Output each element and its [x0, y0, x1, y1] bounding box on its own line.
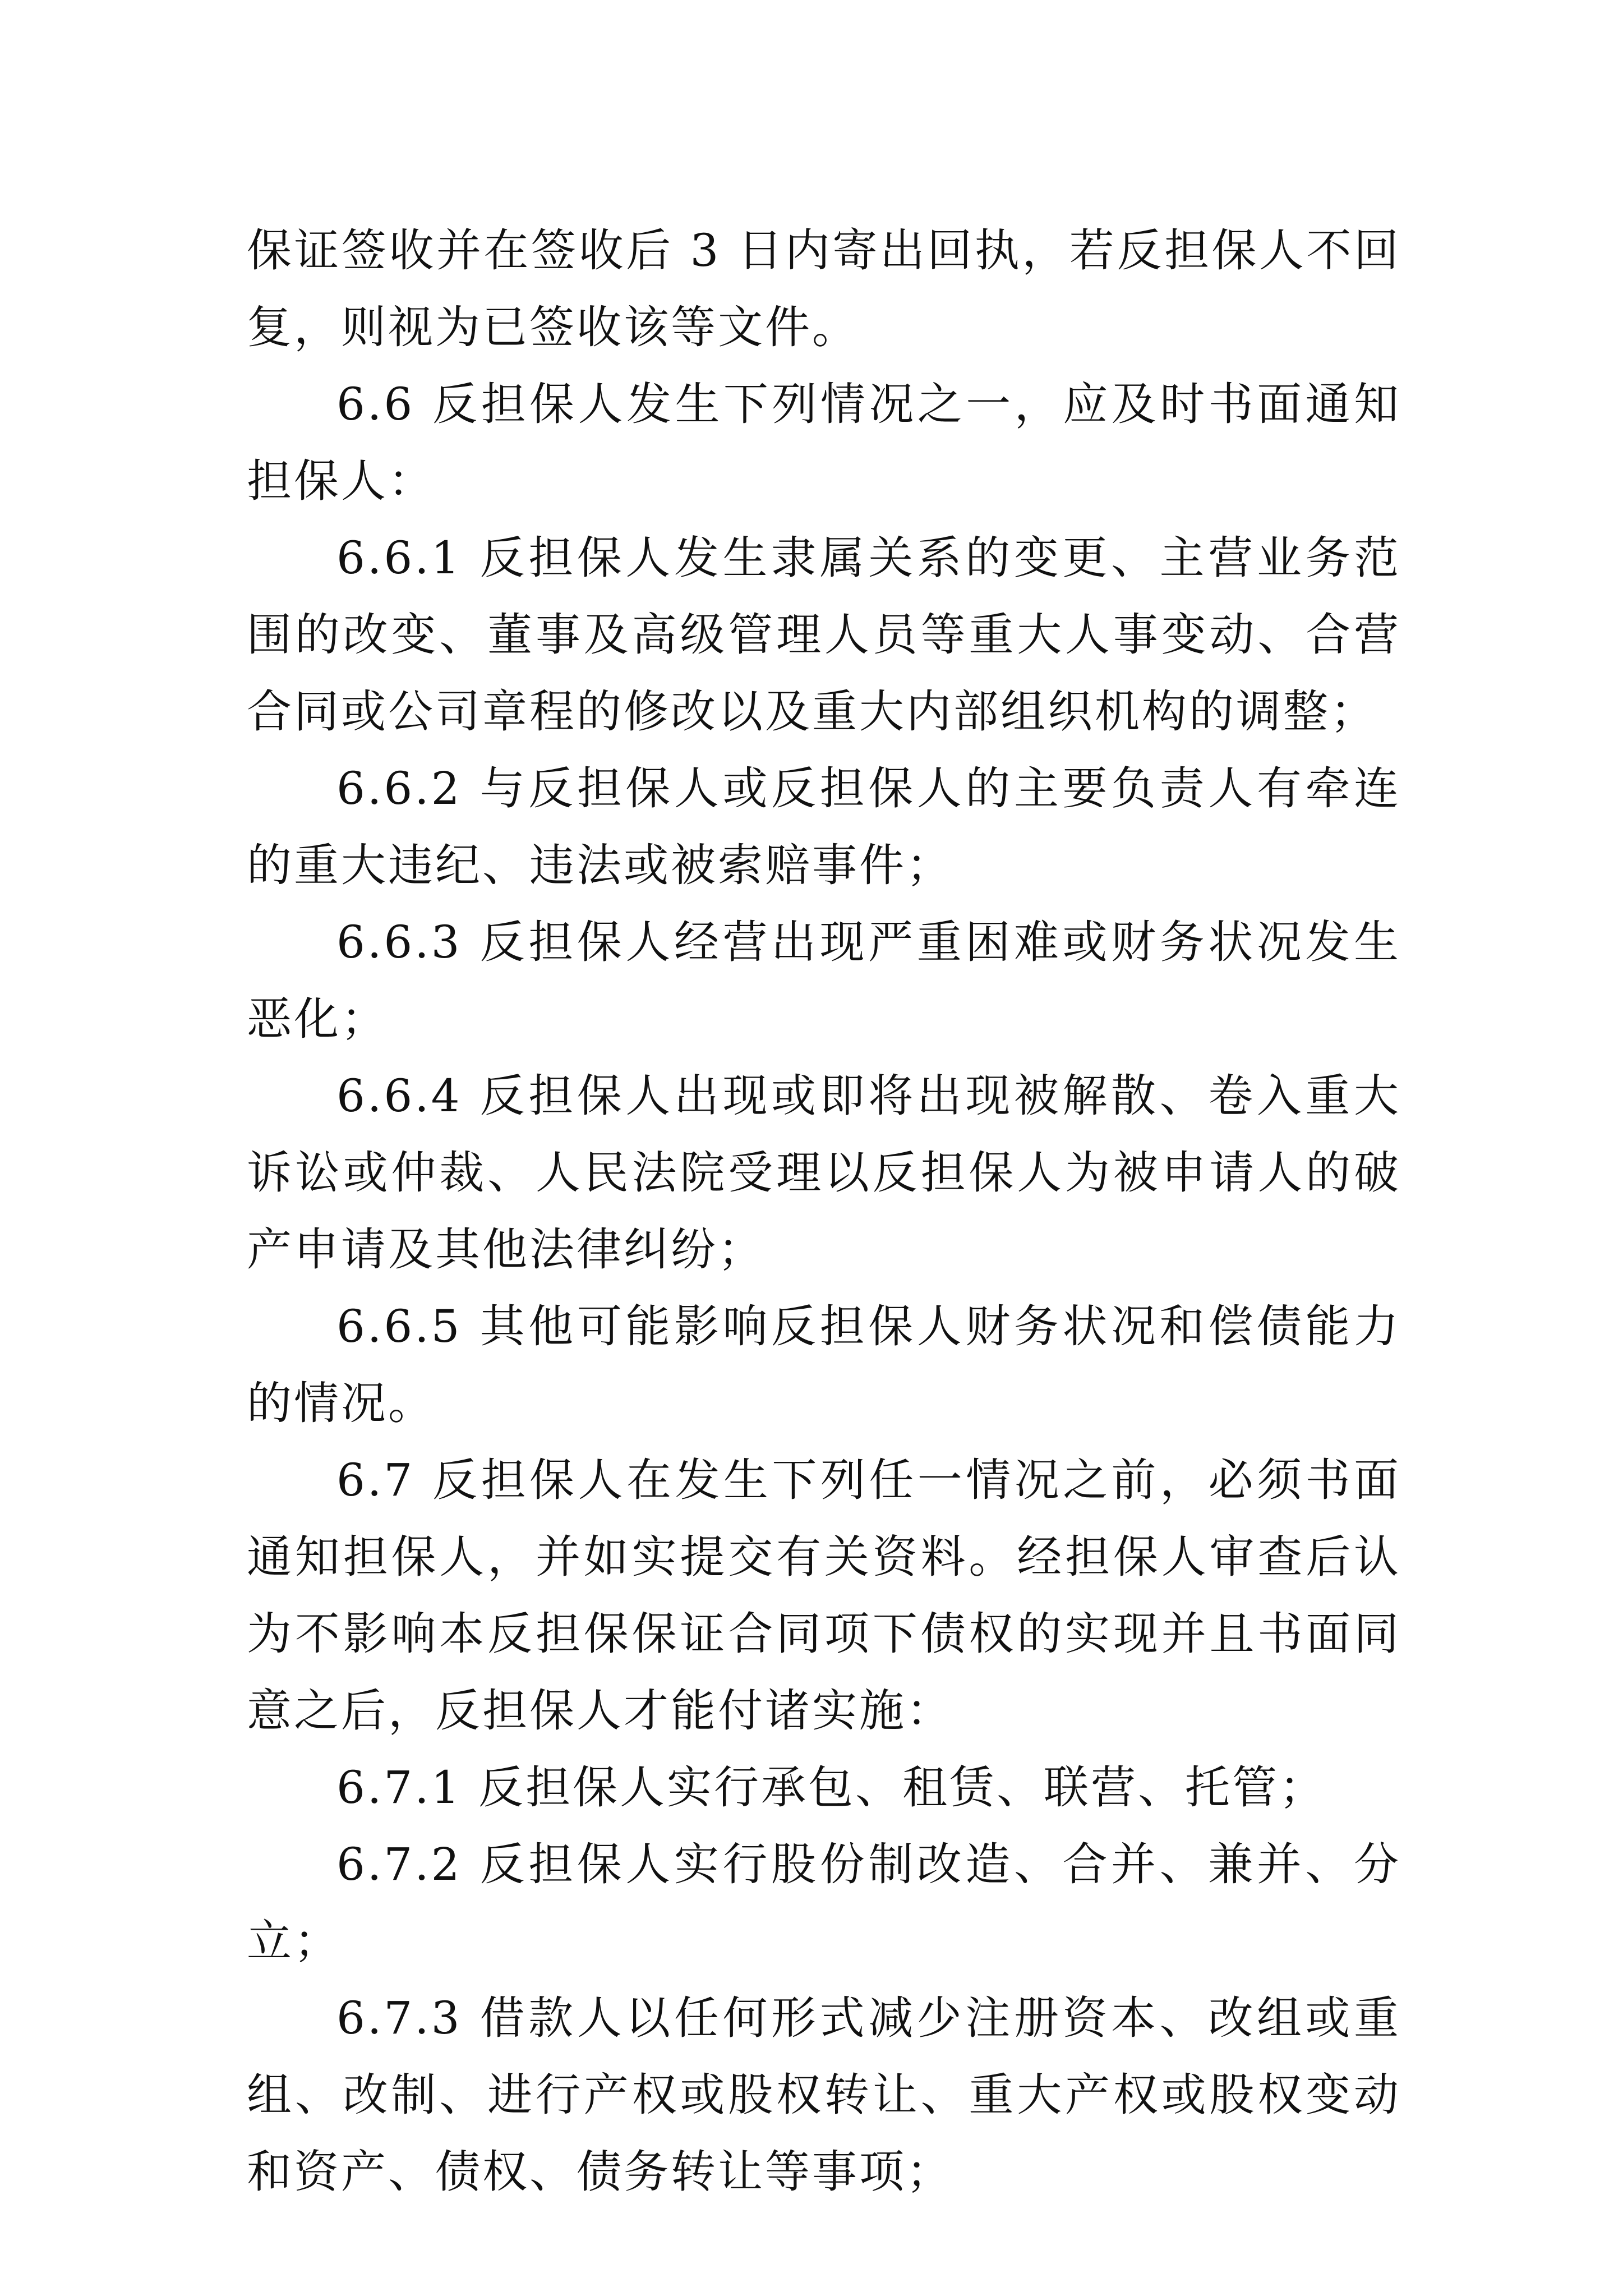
clause-6-6-3: 6.6.3 反担保人经营出现严重困难或财务状况发生恶化； — [247, 916, 1401, 1045]
clause-6-6-1: 6.6.1 反担保人发生隶属关系的变更、主营业务范围的改变、董事及高级管理人员等重大人事变动、合营合同或公司章程的修改以及重大内部组织机构的调整； — [247, 532, 1401, 738]
document-body — [247, 212, 1401, 2210]
clause-6-7-2: 6.7.2 反担保人实行股份制改造、合并、兼并、分立； — [247, 1838, 1401, 1967]
clause-6-6: 6.6 反担保人发生下列情况之一，应及时书面通知担保人： — [247, 378, 1401, 507]
clause-6-6-5: 6.6.5 其他可能影响反担保人财务状况和偿债能力的情况。 — [247, 1300, 1401, 1429]
paragraph-continuation: 保证签收并在签收后 3 日内寄出回执，若反担保人不回复，则视为已签收该等文件。 — [247, 224, 1401, 353]
clause-6-7-3: 6.7.3 借款人以任何形式减少注册资本、改组或重组、改制、进行产权或股权转让、重大产权或股权变动和资产、债权、债务转让等事项； — [247, 1992, 1401, 2198]
clause-6-7-1: 6.7.1 反担保人实行承包、租赁、联营、托管； — [336, 1761, 1326, 1814]
clause-6-6-2: 6.6.2 与反担保人或反担保人的主要负责人有牵连的重大违纪、违法或被索赔事件； — [247, 762, 1401, 891]
clause-6-6-4: 6.6.4 反担保人出现或即将出现被解散、卷入重大诉讼或仲裁、人民法院受理以反担保人为被申请人的破产申请及其他法律纠纷； — [247, 1070, 1401, 1276]
clause-6-7: 6.7 反担保人在发生下列任一情况之前，必须书面通知担保人，并如实提交有关资料。经担保人审查后认为不影响本反担保保证合同项下债权的实现并且书面同意之后，反担保人才能付诸实施： — [247, 1454, 1401, 1737]
